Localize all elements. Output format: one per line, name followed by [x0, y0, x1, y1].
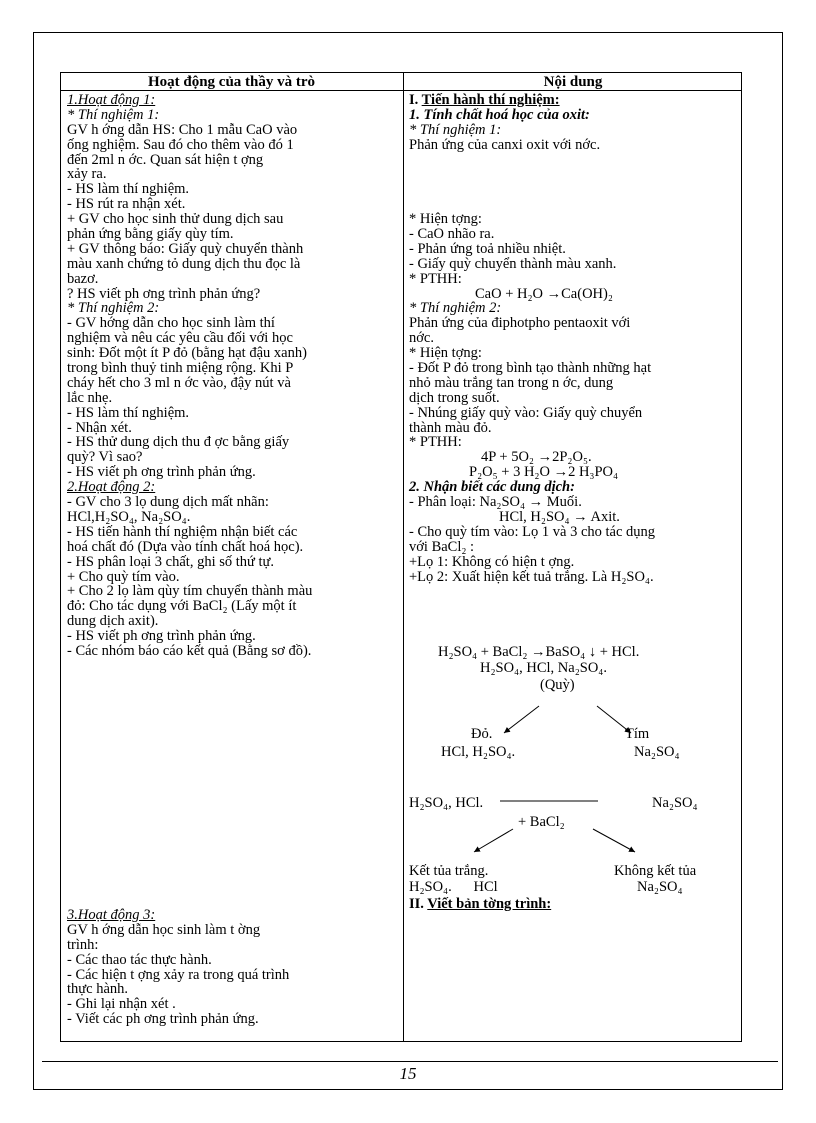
column-divider	[403, 72, 404, 1042]
text-line: - Phản ứng toả nhiều nhiệt.	[409, 240, 566, 257]
text-line: trình:	[67, 936, 99, 953]
experiment-2-label: * Thí nghiệm 2:	[409, 300, 502, 317]
text-line: màu xanh chứng tỏ dung dịch thu đọc là	[67, 255, 301, 272]
header-right: Nội dung	[543, 74, 603, 90]
text-line: bazơ.	[67, 270, 99, 287]
text-line: +Lọ 1: Không có hiện t ợng.	[409, 553, 575, 570]
text-line: * Hiện tợng:	[409, 345, 482, 362]
text-line: đến 2ml n ớc. Quan sát hiện t ợng	[67, 151, 264, 168]
arrow-to-red	[504, 706, 539, 733]
text-line: nghiệm và nêu các yêu cầu đối với học	[67, 330, 293, 347]
salt-label: Na₂SO₄	[634, 744, 680, 760]
experiment-1-label: * Thí nghiệm 1:	[409, 121, 502, 138]
text-line: + Cho 2 lọ làm qùy tím chuyển thành màu	[67, 583, 313, 600]
text-line: phản ứng bằng giấy qùy tím.	[67, 226, 234, 243]
text-line: cháy hết cho 3 ml n ớc vào, đậy nút và	[67, 374, 291, 391]
text-line: lắc nhẹ.	[67, 389, 113, 406]
text-line: - GV cho 3 lọ dung dịch mất nhãn:	[67, 494, 269, 511]
text-line: - HS viết ph ơng trình phản ứng.	[67, 464, 256, 481]
text-line: + GV cho học sinh thử dung dịch sau	[67, 211, 284, 228]
result-purple: Tím	[625, 726, 650, 742]
footer-divider	[42, 1061, 778, 1062]
text-line: dịch trong suốt.	[409, 389, 500, 406]
activity-3-heading: 3.Hoạt động 3:	[67, 907, 156, 923]
text-line: - HS phân loại 3 chất, ghi số thứ tự.	[67, 553, 275, 570]
activity-1-heading: 1.Hoạt động 1:	[67, 92, 156, 108]
text-line: xảy ra.	[67, 166, 107, 183]
experiment-2-heading: * Thí nghiệm 2:	[67, 300, 160, 317]
text-line: - HS làm thí nghiệm.	[67, 404, 190, 421]
sample-list: H₂SO₄, HCl, Na₂SO₄.	[480, 660, 607, 676]
text-line: - Viết các ph ơng trình phản ứng.	[67, 1011, 259, 1028]
text-line: GV h ớng dẫn HS: Cho 1 mẫu CaO vào	[67, 121, 298, 138]
text-line: - HS thử dung dịch thu đ ợc bằng giấy	[67, 434, 290, 451]
acids-label: HCl, H₂SO₄.	[441, 744, 516, 760]
text-line: - Các nhóm báo cáo kết quả (Bằng sơ đồ).	[67, 642, 312, 659]
text-line: - CaO nhão ra.	[409, 226, 495, 243]
result-red: Đỏ.	[471, 726, 493, 742]
text-line: Phản ứng của điphotpho pentaoxit với	[409, 315, 631, 332]
text-line: đỏ: Cho tác dụng với BaCl₂ (Lấy một ít	[67, 598, 297, 615]
text-line: - Phân loại: Na₂SO₄ → Muối.	[409, 494, 582, 511]
header-left: Hoạt động của thầy và trò	[147, 74, 316, 90]
text-line: sinh: Đốt một ít P đỏ (bằng hạt đậu xanh)	[67, 345, 307, 362]
text-line: - HS rút ra nhận xét.	[67, 196, 186, 213]
activity-3-block	[67, 908, 399, 1027]
section-1-heading: I. Tiến hành thí nghiệm:	[409, 92, 560, 108]
experiment-1-heading: * Thí nghiệm 1:	[67, 106, 160, 123]
text-line: Phản ứng của canxi oxit với nớc.	[409, 136, 601, 153]
text-line: ống nghiệm. Sau đó cho thêm vào đó 1	[67, 136, 294, 153]
text-line: - Nhúng giấy quỳ vào: Giấy quỳ chuyển	[409, 404, 643, 421]
oxide-properties-heading: 1. Tính chất hoá học của oxit:	[409, 106, 590, 123]
text-line: thực hành.	[67, 981, 129, 998]
text-line: - Giấy quỳ chuyển thành màu xanh.	[409, 255, 617, 272]
text-line: - HS viết ph ơng trình phản ứng.	[67, 628, 256, 645]
text-line: * PTHH:	[409, 270, 462, 287]
text-line: GV h ớng dẫn học sinh làm t ờng	[67, 921, 261, 938]
text-line: - HS làm thí nghiệm.	[67, 181, 190, 198]
equation: 4P + 5O₂ →2P₂O₅.	[481, 449, 592, 466]
text-line: - Các thao tác thực hành.	[67, 951, 212, 968]
no-precipitate-sample: Na₂SO₄	[637, 879, 683, 895]
no-precipitate-label: Không kết tủa	[614, 863, 697, 879]
text-line: - Ghi lại nhận xét .	[67, 996, 176, 1013]
text-line: + Cho quỳ tím vào.	[67, 568, 180, 585]
arrow-to-precipitate	[474, 829, 513, 852]
equation: P₂O₅ + 3 H₂O →2 H₃PO₄	[469, 464, 619, 481]
text-line: nhỏ màu trắng tan trong n ớc, dung	[409, 374, 614, 391]
litmus-label: (Quỳ)	[540, 677, 575, 693]
left-column	[67, 93, 399, 659]
text-line: với BaCl₂ :	[409, 538, 475, 555]
salt-row-label: Na₂SO₄	[652, 795, 698, 811]
precipitate-samples: H₂SO₄. HCl	[409, 879, 498, 895]
section-2-heading: II. Viết bản tờng trình:	[409, 896, 552, 912]
reagent-label: + BaCl₂	[518, 814, 565, 830]
text-line: - GV hớng dẫn cho học sinh làm thí	[67, 315, 275, 332]
text-line: dung dịch axit).	[67, 613, 159, 630]
identification-heading: 2. Nhận biết các dung dịch:	[409, 479, 575, 496]
acids-row-label: H₂SO₄, HCl.	[409, 795, 484, 811]
text-line: hoá chất đó (Dựa vào tính chất hoá học).	[67, 538, 304, 555]
text-line: HCl, H₂SO₄ → Axit.	[499, 508, 620, 525]
text-line: HCl,H₂SO₄, Na₂SO₄.	[67, 508, 191, 525]
text-line: - Các hiện t ợng xảy ra trong quá trình	[67, 966, 290, 983]
activity-2-heading: 2.Hoạt động 2:	[67, 479, 156, 496]
equation-baso4: H₂SO₄ + BaCl₂ →BaSO₄ ↓ + HCl.	[438, 644, 640, 660]
text-line: * Hiện tợng:	[409, 211, 482, 228]
text-line: - HS tiến hành thí nghiệm nhận biết các	[67, 523, 298, 540]
right-column	[409, 93, 739, 584]
text-line: +Lọ 2: Xuất hiện kết tuả trắng. Là H₂SO₄.	[409, 568, 654, 585]
header-divider	[60, 90, 742, 91]
equation: CaO + H₂O →Ca(OH)₂	[475, 285, 613, 302]
arrow-to-no-precipitate	[593, 829, 635, 852]
white-precipitate-label: Kết tủa trắng.	[409, 863, 489, 879]
text-line: trong bình thuỷ tinh miệng rộng. Khi P	[67, 360, 294, 377]
text-line: quỳ? Vì sao?	[67, 449, 143, 466]
text-line: - Cho quỳ tím vào: Lọ 1 và 3 cho tác dụng	[409, 523, 656, 540]
text-line: * PTHH:	[409, 434, 462, 451]
text-line: + GV thông báo: Giấy quỳ chuyển thành	[67, 240, 304, 257]
page-number: 15	[399, 1064, 417, 1083]
text-line: nớc.	[409, 330, 434, 347]
identification-diagram-arrows	[403, 700, 743, 880]
text-line: thành màu đỏ.	[409, 419, 492, 436]
text-line: - Nhận xét.	[67, 419, 132, 436]
text-line: - Đốt P đỏ trong bình tạo thành những hạt	[409, 360, 652, 377]
text-line: ? HS viết ph ơng trình phản ứng?	[67, 285, 261, 302]
